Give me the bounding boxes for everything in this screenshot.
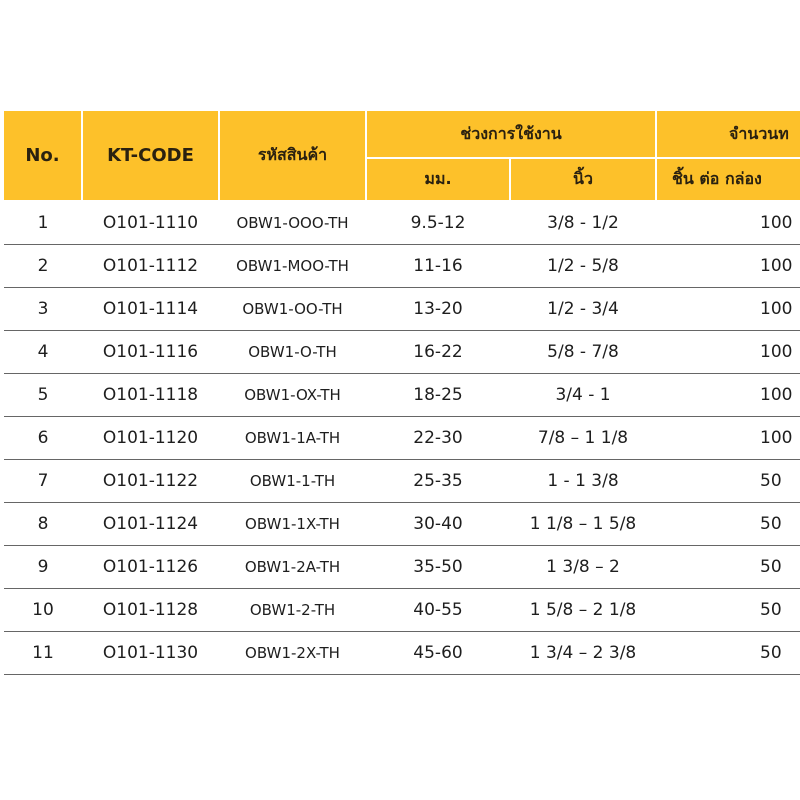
cell-inch: 1/2 - 5/8 — [510, 245, 656, 288]
cell-product-code: OBW1-1A-TH — [219, 417, 366, 460]
cell-inch: 1 1/8 – 1 5/8 — [510, 503, 656, 546]
cell-inch: 1 5/8 – 2 1/8 — [510, 589, 656, 632]
cell-mm: 13-20 — [366, 288, 510, 331]
cell-qty: 100 — [656, 417, 800, 460]
header-per-box — [656, 158, 800, 201]
cell-kt-code: O101-1118 — [82, 374, 219, 417]
cell-kt-code: O101-1124 — [82, 503, 219, 546]
cell-no: 11 — [4, 632, 82, 675]
cell-no: 7 — [4, 460, 82, 503]
cell-qty: 100 — [656, 245, 800, 288]
cell-mm: 30-40 — [366, 503, 510, 546]
cell-mm: 11-16 — [366, 245, 510, 288]
cell-qty: 50 — [656, 546, 800, 589]
table-row — [4, 632, 800, 675]
cell-qty: 50 — [656, 589, 800, 632]
table-row — [4, 417, 800, 460]
cell-inch: 1 3/8 – 2 — [510, 546, 656, 589]
cell-product-code: OBW1-MOO-TH — [219, 245, 366, 288]
product-table — [4, 111, 800, 675]
header-quantity — [656, 111, 800, 158]
header-quantity-label: จำนวนท — [729, 123, 789, 143]
cell-inch: 3/8 - 1/2 — [510, 201, 656, 245]
cell-mm: 25-35 — [366, 460, 510, 503]
cell-inch: 3/4 - 1 — [510, 374, 656, 417]
header-kt-code: KT-CODE — [82, 111, 219, 201]
cell-product-code: OBW1-2-TH — [219, 589, 366, 632]
cell-qty: 100 — [656, 331, 800, 374]
cell-inch: 1 - 1 3/8 — [510, 460, 656, 503]
cell-no: 2 — [4, 245, 82, 288]
table-row — [4, 460, 800, 503]
header-inch: นิ้ว — [510, 158, 656, 201]
header-mm: มม. — [366, 158, 510, 201]
cell-qty: 50 — [656, 460, 800, 503]
cell-kt-code: O101-1130 — [82, 632, 219, 675]
cell-no: 10 — [4, 589, 82, 632]
cell-product-code: OBW1-OX-TH — [219, 374, 366, 417]
cell-no: 8 — [4, 503, 82, 546]
cell-product-code: OBW1-OOO-TH — [219, 201, 366, 245]
cell-product-code: OBW1-2A-TH — [219, 546, 366, 589]
cell-no: 9 — [4, 546, 82, 589]
cell-qty: 50 — [656, 632, 800, 675]
cell-product-code: OBW1-1X-TH — [219, 503, 366, 546]
cell-kt-code: O101-1122 — [82, 460, 219, 503]
cell-inch: 5/8 - 7/8 — [510, 331, 656, 374]
cell-qty: 50 — [656, 503, 800, 546]
cell-mm: 22-30 — [366, 417, 510, 460]
table-body — [4, 201, 800, 675]
cell-no: 3 — [4, 288, 82, 331]
cell-inch: 1 3/4 – 2 3/8 — [510, 632, 656, 675]
table-row — [4, 245, 800, 288]
cell-mm: 35-50 — [366, 546, 510, 589]
cell-product-code: OBW1-O-TH — [219, 331, 366, 374]
table-row — [4, 201, 800, 245]
header-per-box-label: ชิ้น ต่อ กล่อง — [672, 169, 762, 188]
cell-kt-code: O101-1110 — [82, 201, 219, 245]
cell-kt-code: O101-1114 — [82, 288, 219, 331]
cell-product-code: OBW1-1-TH — [219, 460, 366, 503]
cell-kt-code: O101-1126 — [82, 546, 219, 589]
cell-kt-code: O101-1116 — [82, 331, 219, 374]
cell-kt-code: O101-1112 — [82, 245, 219, 288]
cell-no: 6 — [4, 417, 82, 460]
product-table-container — [4, 111, 800, 675]
cell-product-code: OBW1-2X-TH — [219, 632, 366, 675]
header-product-code: รหัสสินค้า — [219, 111, 366, 201]
header-no: No. — [4, 111, 82, 201]
table-row — [4, 589, 800, 632]
cell-qty: 100 — [656, 288, 800, 331]
cell-no: 4 — [4, 331, 82, 374]
cell-no: 5 — [4, 374, 82, 417]
cell-mm: 40-55 — [366, 589, 510, 632]
cell-inch: 1/2 - 3/4 — [510, 288, 656, 331]
header-usage-range: ช่วงการใช้งาน — [366, 111, 656, 158]
cell-mm: 18-25 — [366, 374, 510, 417]
cell-qty: 100 — [656, 201, 800, 245]
cell-inch: 7/8 – 1 1/8 — [510, 417, 656, 460]
table-row — [4, 331, 800, 374]
cell-qty: 100 — [656, 374, 800, 417]
table-row — [4, 546, 800, 589]
table-row — [4, 374, 800, 417]
table-row — [4, 503, 800, 546]
cell-kt-code: O101-1120 — [82, 417, 219, 460]
cell-mm: 16-22 — [366, 331, 510, 374]
table-row — [4, 288, 800, 331]
cell-mm: 9.5-12 — [366, 201, 510, 245]
cell-no: 1 — [4, 201, 82, 245]
cell-kt-code: O101-1128 — [82, 589, 219, 632]
cell-mm: 45-60 — [366, 632, 510, 675]
cell-product-code: OBW1-OO-TH — [219, 288, 366, 331]
